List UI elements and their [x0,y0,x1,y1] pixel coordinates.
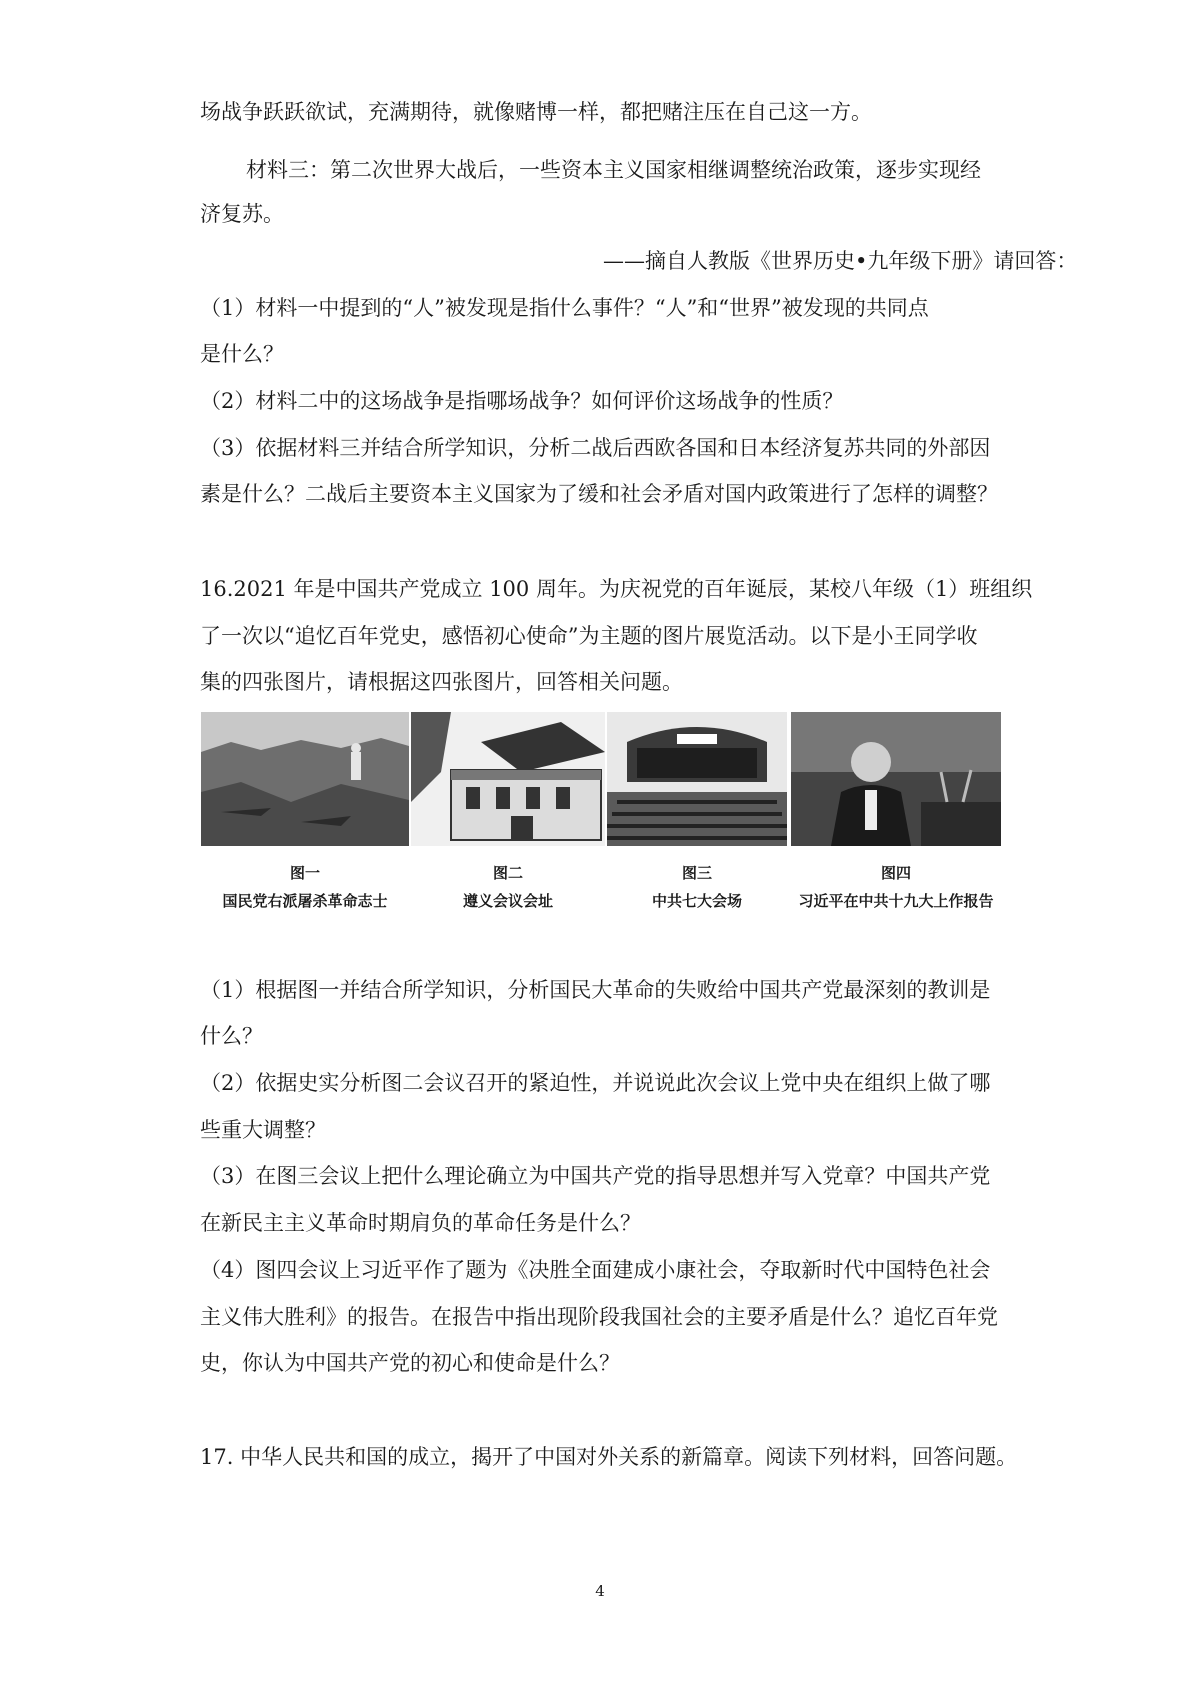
figure-1-caption: 国民党右派屠杀革命志士 [222,892,388,910]
figure-1-photo [201,712,409,846]
source-line: ——摘自人教版《世界历史•九年级下册》请回答： [603,249,1078,273]
figure-2-number: 图二 [492,864,523,882]
question-17-heading: 17. 中华人民共和国的成立，揭开了中国对外关系的新篇章。阅读下列材料，回答问题。 [200,1445,1018,1469]
figure-4-number: 图四 [880,864,911,882]
page-number: 4 [595,1582,605,1600]
question-16-heading: 16.2021 年是中国共产党成立 100 周年。为庆祝党的百年诞辰，某校八年级（1）班组织 [200,577,1033,601]
figure-2-photo [411,712,605,846]
line-11: 了一次以“追忆百年党史，感悟初心使命”为主题的图片展览活动。以下是小王同学收 [200,624,978,648]
figure-1-number: 图一 [289,864,320,882]
line-19: （4）图四会议上习近平作了题为《决胜全面建成小康社会，夺取新时代中国特色社会 [200,1258,991,1282]
figure-4-caption: 习近平在中共十九大上作报告 [798,892,994,910]
line-8: （3）依据材料三并结合所学知识，分析二战后西欧各国和日本经济复苏共同的外部因 [200,436,991,460]
line-1: 场战争跃跃欲试，充满期待，就像赌博一样，都把赌注压在自己这一方。 [200,100,872,124]
figure-3-photo [607,712,787,846]
line-6: 是什么？ [200,342,284,366]
line-20: 主义伟大胜利》的报告。在报告中指出现阶段我国社会的主要矛盾是什么？追忆百年党 [200,1305,998,1329]
line-21: 史，你认为中国共产党的初心和使命是什么？ [200,1351,620,1375]
line-3: 济复苏。 [200,202,284,226]
line-7: （2）材料二中的这场战争是指哪场战争？如何评价这场战争的性质？ [200,389,844,413]
line-14: 什么？ [200,1024,263,1048]
figure-3-caption: 中共七大会场 [651,892,742,910]
line-12: 集的四张图片，请根据这四张图片，回答相关问题。 [200,670,683,694]
figure-4-photo [791,712,1001,846]
line-17: （3）在图三会议上把什么理论确立为中国共产党的指导思想并写入党章？中国共产党 [200,1164,991,1188]
line-16: 些重大调整？ [200,1118,326,1142]
figure-2-caption: 遵义会议会址 [462,892,553,910]
line-13: （1）根据图一并结合所学知识，分析国民大革命的失败给中国共产党最深刻的教训是 [200,978,991,1002]
line-5: （1）材料一中提到的“人”被发现是指什么事件？“人”和“世界”被发现的共同点 [200,296,929,320]
line-9: 素是什么？二战后主要资本主义国家为了缓和社会矛盾对国内政策进行了怎样的调整？ [200,482,998,506]
line-15: （2）依据史实分析图二会议召开的紧迫性，并说说此次会议上党中央在组织上做了哪 [200,1071,991,1095]
figure-strip [201,712,1001,912]
line-18: 在新民主主义革命时期肩负的革命任务是什么？ [200,1211,641,1235]
line-2: 材料三：第二次世界大战后，一些资本主义国家相继调整统治政策，逐步实现经 [246,158,981,182]
figure-3-number: 图三 [681,864,712,882]
